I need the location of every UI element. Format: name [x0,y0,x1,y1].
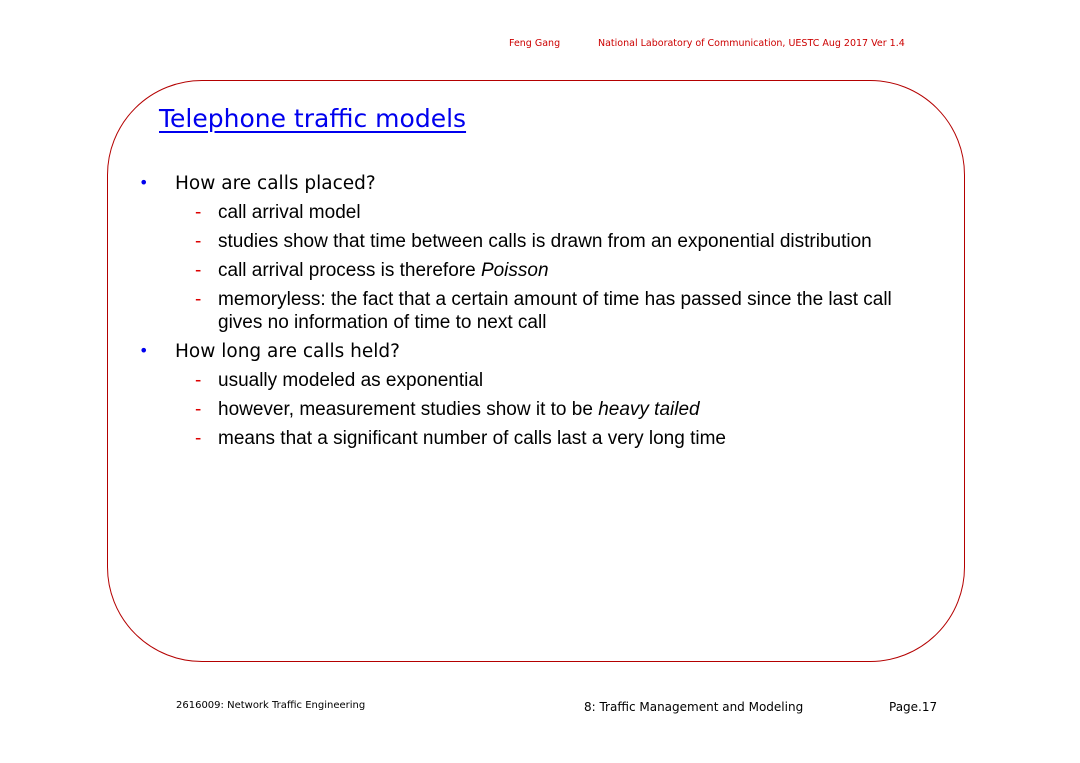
sub-item [139,288,939,334]
header-author: Feng Gang [509,38,561,49]
sub-text: usually modeled as exponential [218,370,484,391]
dash-icon: - [195,399,202,420]
footer-chapter: 8: Traffic Management and Modeling [584,700,804,714]
dash-icon: - [195,289,202,310]
slide-content [139,166,939,450]
dash-icon: - [195,231,202,252]
sub-emphasis: Poisson [480,260,549,281]
header-affiliation: National Laboratory of Communication, UESTC Aug 2017 Ver 1.4 [598,38,905,49]
sub-item [139,259,939,282]
sub-item [139,230,939,253]
bullet-item [139,340,939,363]
footer-course: 2616009: Network Traffic Engineering [176,700,366,711]
dash-icon: - [195,202,202,223]
sub-item [139,398,939,421]
bullet-dot-icon: • [139,173,149,192]
sub-text: studies show that time between calls is drawn from an exponential distribution [218,231,872,252]
dash-icon: - [195,260,202,281]
sub-text: means that a significant number of calls last a very long time [218,428,726,449]
sub-text: call arrival model [218,202,361,223]
dash-icon: - [195,370,202,391]
slide-title: Telephone traffic models [159,104,467,133]
sub-item [139,201,939,224]
bullet-text: How long are calls held? [175,341,400,362]
sub-item [139,427,939,450]
bullet-dot-icon: • [139,341,149,360]
dash-icon: - [195,428,202,449]
sub-text: memoryless: the fact that a certain amount of time has passed since the last call gives no information of time to next call [218,289,892,333]
sub-item [139,369,939,392]
bullet-text: How are calls placed? [175,173,376,194]
sub-text: call arrival process is therefore [218,260,481,281]
sub-emphasis: heavy tailed [598,399,700,420]
footer-page-number: Page.17 [889,700,938,714]
sub-text: however, measurement studies show it to be [218,399,599,420]
bullet-item [139,172,939,195]
